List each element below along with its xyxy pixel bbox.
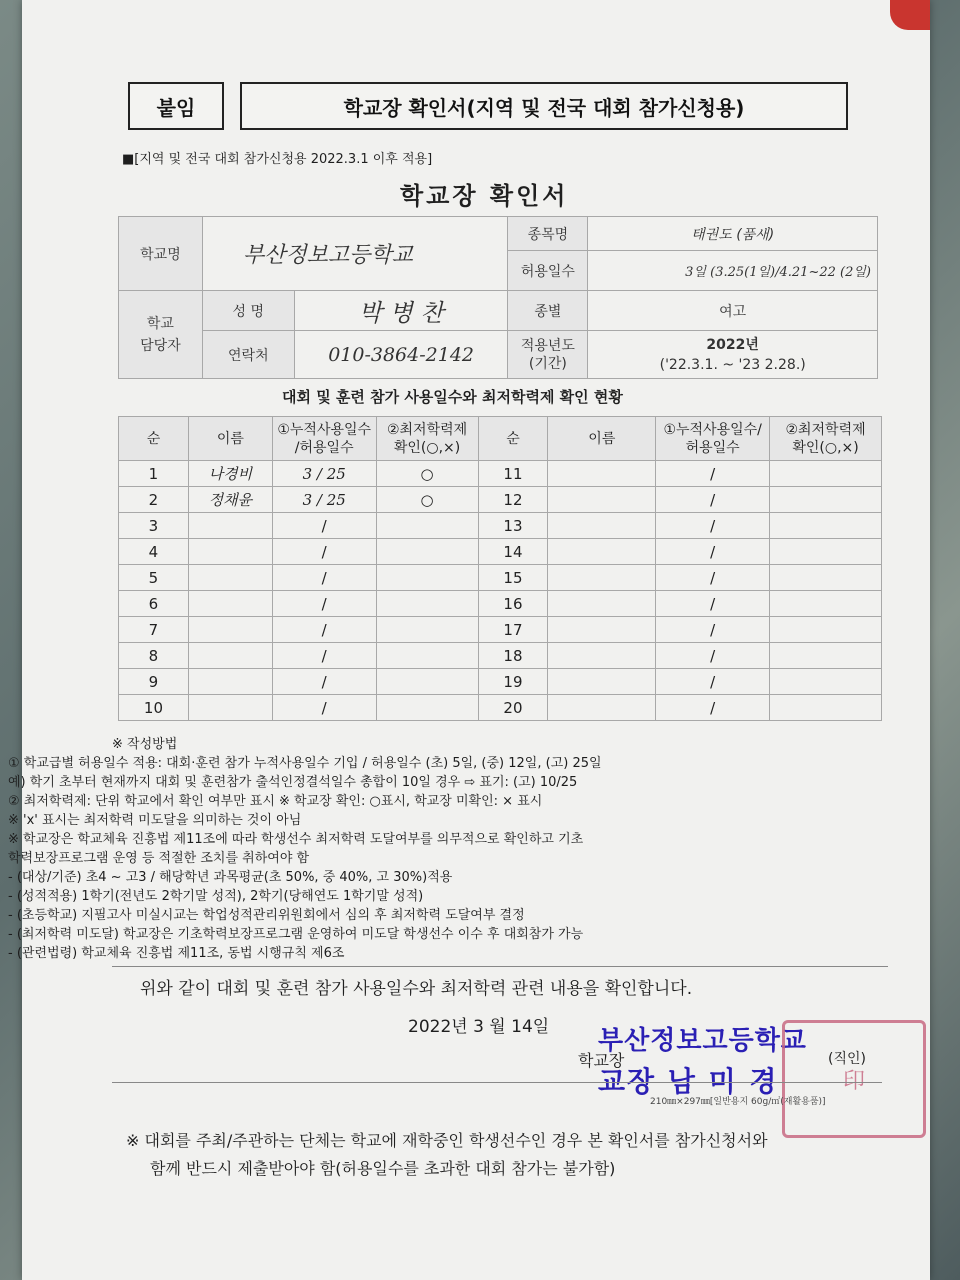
student-name <box>188 643 272 669</box>
info-table <box>118 216 878 379</box>
note-line: - (관련법령) 학교체육 진흥법 제11조, 동법 시행규칙 제6조 <box>8 946 345 961</box>
confirm-date: 2022년 3 월 14일 <box>408 1017 550 1037</box>
row-no-2: 17 <box>478 617 548 643</box>
used-days-2: / <box>656 617 770 643</box>
contact-label: 연락처 <box>202 331 294 379</box>
used-days: / <box>272 643 376 669</box>
confirm-statement: 위와 같이 대회 및 훈련 참가 사용일수와 최저학력 관련 내용을 확인합니다. <box>140 979 693 999</box>
col-no-2: 순 <box>478 417 548 461</box>
note-line: - (성적적용) 1학기(전년도 2학기말 성적), 2학기(당해연도 1학기말 성적) <box>8 889 424 904</box>
used-days-2: / <box>656 513 770 539</box>
principal-name-stamp: 교장 남 미 경 <box>598 1065 779 1098</box>
note-line: ※ 학교장은 학교체육 진흥법 제11조에 따라 학생선수 최저학력 도달여부를 의무적으로 확인하고 기초 <box>8 832 584 847</box>
note-line: - (초등학교) 지필고사 미실시교는 학업성적관리위원회에서 심의 후 최저학력 도달여부 결정 <box>8 908 525 923</box>
note-line: ※ 'x' 표시는 최저학력 미도달을 의미하는 것이 아님 <box>8 813 302 828</box>
student-name-2 <box>548 513 656 539</box>
table-header-row <box>119 417 882 461</box>
table-row <box>119 591 882 617</box>
note-line: - (최저학력 미도달) 학교장은 기초학력보장프로그램 운영하여 미도달 학생선수 이수 후 대회참가 가능 <box>8 927 584 942</box>
row-no: 6 <box>119 591 189 617</box>
student-name-2 <box>548 617 656 643</box>
event-value: 태권도 (품새) <box>588 217 878 251</box>
used-days-2: / <box>656 695 770 721</box>
staff-label: 학교 담당자 <box>119 291 203 379</box>
row-no: 7 <box>119 617 189 643</box>
note-line: 예) 학기 초부터 현재까지 대회 및 훈련참가 출석인정결석일수 총합이 10일 경우 ⇨ 표기: (고) 10/25 <box>8 775 578 790</box>
table-row <box>119 539 882 565</box>
note-line: - (대상/기준) 초4 ~ 고3 / 해당학년 과목평균(초 50%, 중 40%, 고 30%)적용 <box>8 870 453 885</box>
year-value: 2022년 <box>706 336 759 353</box>
min-grade-check-2 <box>770 695 882 721</box>
min-grade-check <box>376 513 478 539</box>
row-no-2: 14 <box>478 539 548 565</box>
row-no-2: 11 <box>478 461 548 487</box>
seal-mark: 印 <box>842 1068 865 1094</box>
student-name: 정채윤 <box>188 487 272 513</box>
row-no: 8 <box>119 643 189 669</box>
name-label: 성 명 <box>202 291 294 331</box>
min-grade-check-2 <box>770 617 882 643</box>
student-name <box>188 565 272 591</box>
red-tape <box>890 0 930 30</box>
min-grade-check <box>376 565 478 591</box>
school-value: 부산정보고등학교 <box>202 217 508 291</box>
min-grade-check-2 <box>770 669 882 695</box>
used-days-2: / <box>656 669 770 695</box>
min-grade-check <box>376 643 478 669</box>
used-days-2: / <box>656 487 770 513</box>
year-label: 적용년도 (기간) <box>508 331 588 379</box>
student-name <box>188 591 272 617</box>
writing-instructions <box>8 735 902 963</box>
principal-label: 학교장 <box>578 1051 625 1070</box>
year-cell <box>588 331 878 379</box>
note-line: ① 학교급별 허용일수 적용: 대회·훈련 참가 누적사용일수 기입 / 허용일수 (초) 5일, (중) 12일, (고) 25일 <box>8 756 602 771</box>
used-days: / <box>272 565 376 591</box>
min-grade-check-2 <box>770 591 882 617</box>
student-name <box>188 695 272 721</box>
table-row <box>119 643 882 669</box>
used-days-2: / <box>656 591 770 617</box>
min-grade-check-2 <box>770 643 882 669</box>
min-grade-check-2 <box>770 513 882 539</box>
school-stamp: 부산정보고등학교 <box>598 1026 807 1056</box>
table-row <box>119 617 882 643</box>
student-name <box>188 539 272 565</box>
contact-value: 010-3864-2142 <box>294 331 508 379</box>
student-name-2 <box>548 643 656 669</box>
form-subtitle: ■[지역 및 전국 대회 참가신청용 2022.3.1 이후 적용] <box>122 152 433 167</box>
student-name-2 <box>548 669 656 695</box>
school-label: 학교명 <box>119 217 203 291</box>
row-no-2: 16 <box>478 591 548 617</box>
used-days-2: / <box>656 565 770 591</box>
min-grade-check: ○ <box>376 487 478 513</box>
official-seal <box>782 1020 926 1138</box>
note-line: ② 최저학력제: 단위 학교에서 확인 여부만 표시 ※ 학교장 확인: ○표시, 학교장 미확인: × 표시 <box>8 794 543 809</box>
student-name-2 <box>548 461 656 487</box>
student-name-2 <box>548 565 656 591</box>
min-grade-check <box>376 591 478 617</box>
row-no: 4 <box>119 539 189 565</box>
student-name <box>188 617 272 643</box>
col-days-2: ①누적사용일수/ 허용일수 <box>656 417 770 461</box>
divider <box>112 1082 882 1083</box>
table-row <box>119 487 882 513</box>
paper-spec: 210㎜×297㎜[일반용지 60g/㎡(재활용품)] <box>650 1097 826 1107</box>
min-grade-check <box>376 669 478 695</box>
min-grade-check-2 <box>770 461 882 487</box>
used-days-2: / <box>656 643 770 669</box>
row-no-2: 18 <box>478 643 548 669</box>
table-row <box>119 669 882 695</box>
table-row <box>119 695 882 721</box>
row-no-2: 19 <box>478 669 548 695</box>
row-no-2: 12 <box>478 487 548 513</box>
used-days: / <box>272 539 376 565</box>
event-label: 종목명 <box>508 217 588 251</box>
used-days: / <box>272 617 376 643</box>
page-title: 학교장 확인서 <box>400 182 569 210</box>
used-days: 3 / 25 <box>272 461 376 487</box>
period-value: ('22.3.1. ~ '23 2.28.) <box>659 356 806 373</box>
col-no: 순 <box>119 417 189 461</box>
table-row <box>119 461 882 487</box>
used-days: / <box>272 591 376 617</box>
table-row <box>119 565 882 591</box>
student-name-2 <box>548 591 656 617</box>
row-no-2: 20 <box>478 695 548 721</box>
table-caption: 대회 및 훈련 참가 사용일수와 최저학력제 확인 현황 <box>282 388 623 406</box>
gender-value: 여고 <box>588 291 878 331</box>
row-no-2: 13 <box>478 513 548 539</box>
used-days: / <box>272 513 376 539</box>
student-name: 나경비 <box>188 461 272 487</box>
used-days: / <box>272 669 376 695</box>
student-table <box>118 416 882 721</box>
min-grade-check-2 <box>770 539 882 565</box>
min-grade-check-2 <box>770 565 882 591</box>
form-heading: 학교장 확인서(지역 및 전국 대회 참가신청용) <box>240 82 848 130</box>
row-no: 3 <box>119 513 189 539</box>
col-name-2: 이름 <box>548 417 656 461</box>
row-no: 1 <box>119 461 189 487</box>
student-name-2 <box>548 695 656 721</box>
note-line: 학력보장프로그램 운영 등 적절한 조치를 취하여야 함 <box>8 851 310 866</box>
min-grade-check-2 <box>770 487 882 513</box>
note-line: ※ 작성방법 <box>112 737 178 752</box>
row-no: 10 <box>119 695 189 721</box>
used-days-2: / <box>656 461 770 487</box>
footer-note-2: 함께 반드시 제출받아야 함(허용일수를 초과한 대회 참가는 불가함) <box>150 1159 616 1178</box>
staff-name: 박 병 찬 <box>294 291 508 331</box>
gender-label: 종별 <box>508 291 588 331</box>
used-days-2: / <box>656 539 770 565</box>
used-days: 3 / 25 <box>272 487 376 513</box>
min-grade-check <box>376 617 478 643</box>
row-no: 2 <box>119 487 189 513</box>
student-name-2 <box>548 487 656 513</box>
col-check: ②최저학력제 확인(○,×) <box>376 417 478 461</box>
seal-label: (직인) <box>828 1051 866 1067</box>
row-no: 5 <box>119 565 189 591</box>
divider <box>112 966 888 967</box>
footer-note-1: ※ 대회를 주최/주관하는 단체는 학교에 재학중인 학생선수인 경우 본 확인서를 참가신청서와 <box>126 1131 768 1150</box>
row-no: 9 <box>119 669 189 695</box>
col-name: 이름 <box>188 417 272 461</box>
min-grade-check: ○ <box>376 461 478 487</box>
used-days: / <box>272 695 376 721</box>
allowed-days-value: 3일 (3.25(1일)/4.21~22 (2일) <box>588 251 878 291</box>
attachment-badge: 붙임 <box>128 82 224 130</box>
min-grade-check <box>376 539 478 565</box>
table-row <box>119 513 882 539</box>
allowed-days-label: 허용일수 <box>508 251 588 291</box>
col-days: ①누적사용일수 /허용일수 <box>272 417 376 461</box>
row-no-2: 15 <box>478 565 548 591</box>
student-name <box>188 513 272 539</box>
student-name <box>188 669 272 695</box>
min-grade-check <box>376 695 478 721</box>
col-check-2: ②최저학력제 확인(○,×) <box>770 417 882 461</box>
student-name-2 <box>548 539 656 565</box>
